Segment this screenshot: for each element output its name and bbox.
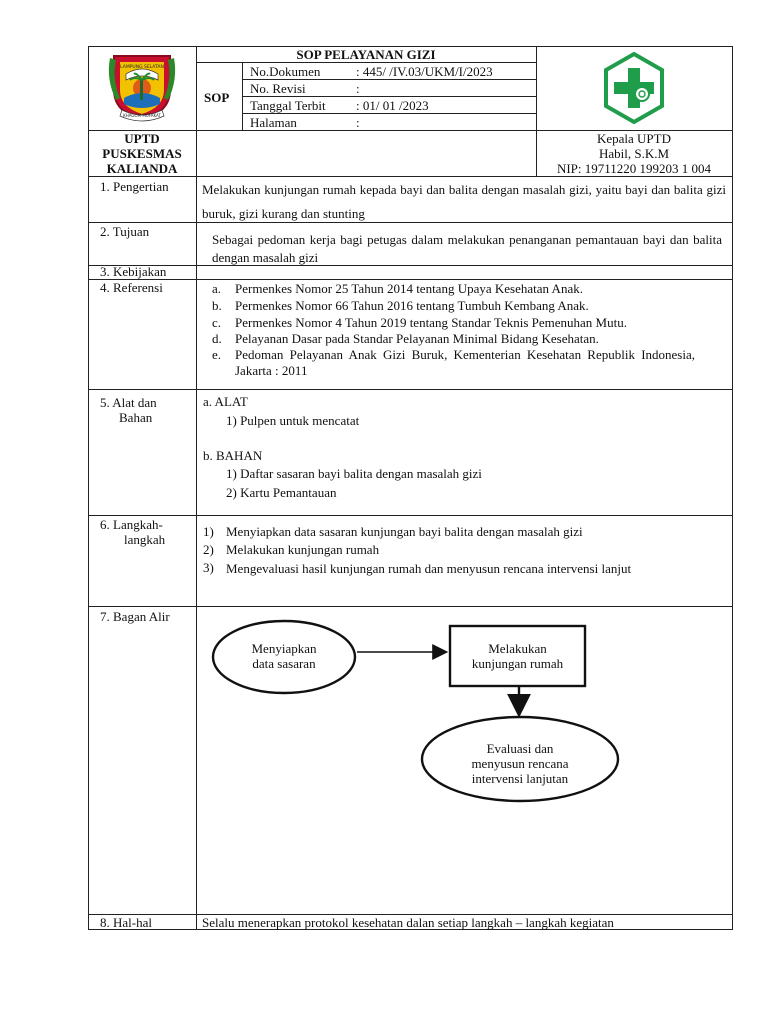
section-label-kebijakan: 3. Kebijakan: [100, 264, 167, 279]
referensi-item: Pelayanan Dasar pada Standar Pelayanan Minimal Bidang Kesehatan.: [235, 331, 599, 346]
referensi-mark-b: b.: [212, 298, 222, 313]
section-label-langkah-1: 6. Langkah-: [100, 517, 163, 532]
alat-item: 1) Pulpen untuk mencatat: [226, 413, 360, 428]
org-line-3: KALIANDA: [106, 161, 178, 176]
section-label-referensi: 4. Referensi: [100, 280, 163, 295]
langkah-mark-2: 2): [203, 542, 214, 557]
section-label-langkah-2: langkah: [124, 532, 166, 547]
puskesmas-logo-icon: [602, 52, 666, 124]
section-label-pengertian: 1. Pengertian: [100, 179, 169, 194]
signer-title: Kepala UPTD: [596, 131, 671, 146]
section-label-tujuan: 2. Tujuan: [100, 224, 150, 239]
flow-node-line: kunjungan rumah: [471, 656, 564, 671]
flow-node-line: intervensi lanjutan: [471, 771, 569, 786]
flow-node-line: Menyiapkan: [251, 641, 317, 656]
referensi-mark-d: d.: [212, 331, 222, 346]
meta-value-dokumen: : 445/ /IV.03/UKM/I/2023: [356, 64, 493, 79]
org-line-1: UPTD: [124, 131, 160, 146]
pengertian-text: Melakukan kunjungan rumah kepada bayi dan balita dengan masalah gizi, yaitu bayi dan balita gizi buruk, gizi kurang dan stunting: [202, 182, 726, 221]
section-label-bagan: 7. Bagan Alir: [100, 609, 170, 624]
referensi-item: Permenkes Nomor 4 Tahun 2019 tentang Standar Teknis Pemenuhan Mutu.: [235, 315, 627, 330]
referensi-mark-a: a.: [212, 281, 222, 296]
flow-node-label: [440, 741, 600, 786]
meta-value-revisi: :: [356, 81, 360, 96]
langkah-item: Menyiapkan data sasaran kunjungan bayi balita dengan masalah gizi: [226, 524, 583, 539]
referensi-item: Permenkes Nomor 25 Tahun 2014 tentang Upaya Kesehatan Anak.: [235, 281, 583, 296]
flow-node-label: [214, 641, 354, 671]
meta-value-tanggal: : 01/ 01 /2023: [356, 98, 429, 113]
emblem-caption-top: LAMPUNG SELATAN: [120, 65, 164, 70]
org-line-2: PUSKESMAS: [102, 146, 182, 161]
meta-label-tanggal: Tanggal Terbit: [250, 98, 326, 113]
meta-label-revisi: No. Revisi: [250, 81, 306, 96]
section-label-alat-2: Bahan: [119, 410, 153, 425]
bahan-item: 2) Kartu Pemantauan: [226, 485, 337, 500]
flow-node-label: [450, 641, 585, 671]
bahan-item: 1) Daftar sasaran bayi balita dengan masalah gizi: [226, 466, 482, 481]
section-label-hal-hal: 8. Hal-hal: [100, 915, 152, 930]
meta-label-dokumen: No.Dokumen: [250, 64, 321, 79]
hal-hal-text: Selalu menerapkan protokol kesehatan dalan setiap langkah – langkah kegiatan: [202, 915, 614, 930]
signer-nip: NIP: 19711220 199203 1 004: [556, 161, 712, 176]
langkah-mark-3: 3): [203, 560, 214, 575]
flow-node-line: menyusun rencana: [471, 756, 569, 771]
bahan-title: b. BAHAN: [203, 448, 263, 463]
tujuan-text: Sebagai pedoman kerja bagi petugas dalam melakukan penanganan pemantauan bayi dan balita dengan masalah gizi: [212, 232, 722, 265]
langkah-mark-1: 1): [203, 524, 214, 539]
section-label-alat-1: 5. Alat dan: [100, 395, 157, 410]
flow-node-line: data sasaran: [252, 656, 316, 671]
document-title: SOP PELAYANAN GIZI: [296, 47, 436, 62]
flow-node-line: Melakukan: [488, 641, 547, 656]
referensi-item: Pedoman Pelayanan Anak Gizi Buruk, Kementerian Kesehatan Republik Indonesia, Jakarta : 2011: [235, 347, 695, 378]
langkah-item: Mengevaluasi hasil kunjungan rumah dan menyusun rencana intervensi lanjut: [226, 561, 632, 576]
referensi-mark-e: e.: [212, 347, 222, 362]
langkah-item: Melakukan kunjungan rumah: [226, 542, 380, 557]
signer-name: Habil, S.K.M: [598, 146, 670, 161]
referensi-item: Permenkes Nomor 66 Tahun 2016 tentang Tumbuh Kembang Anak.: [235, 298, 589, 313]
emblem-caption-bottom: KHAGOM MUFAKAT: [123, 113, 161, 118]
lampung-selatan-emblem-icon: [104, 50, 180, 122]
flow-node-line: Evaluasi dan: [486, 741, 554, 756]
meta-value-halaman: :: [356, 115, 360, 130]
sop-label: SOP: [204, 90, 230, 105]
referensi-mark-c: c.: [212, 315, 222, 330]
alat-title: a. ALAT: [203, 394, 248, 409]
meta-label-halaman: Halaman: [250, 115, 297, 130]
